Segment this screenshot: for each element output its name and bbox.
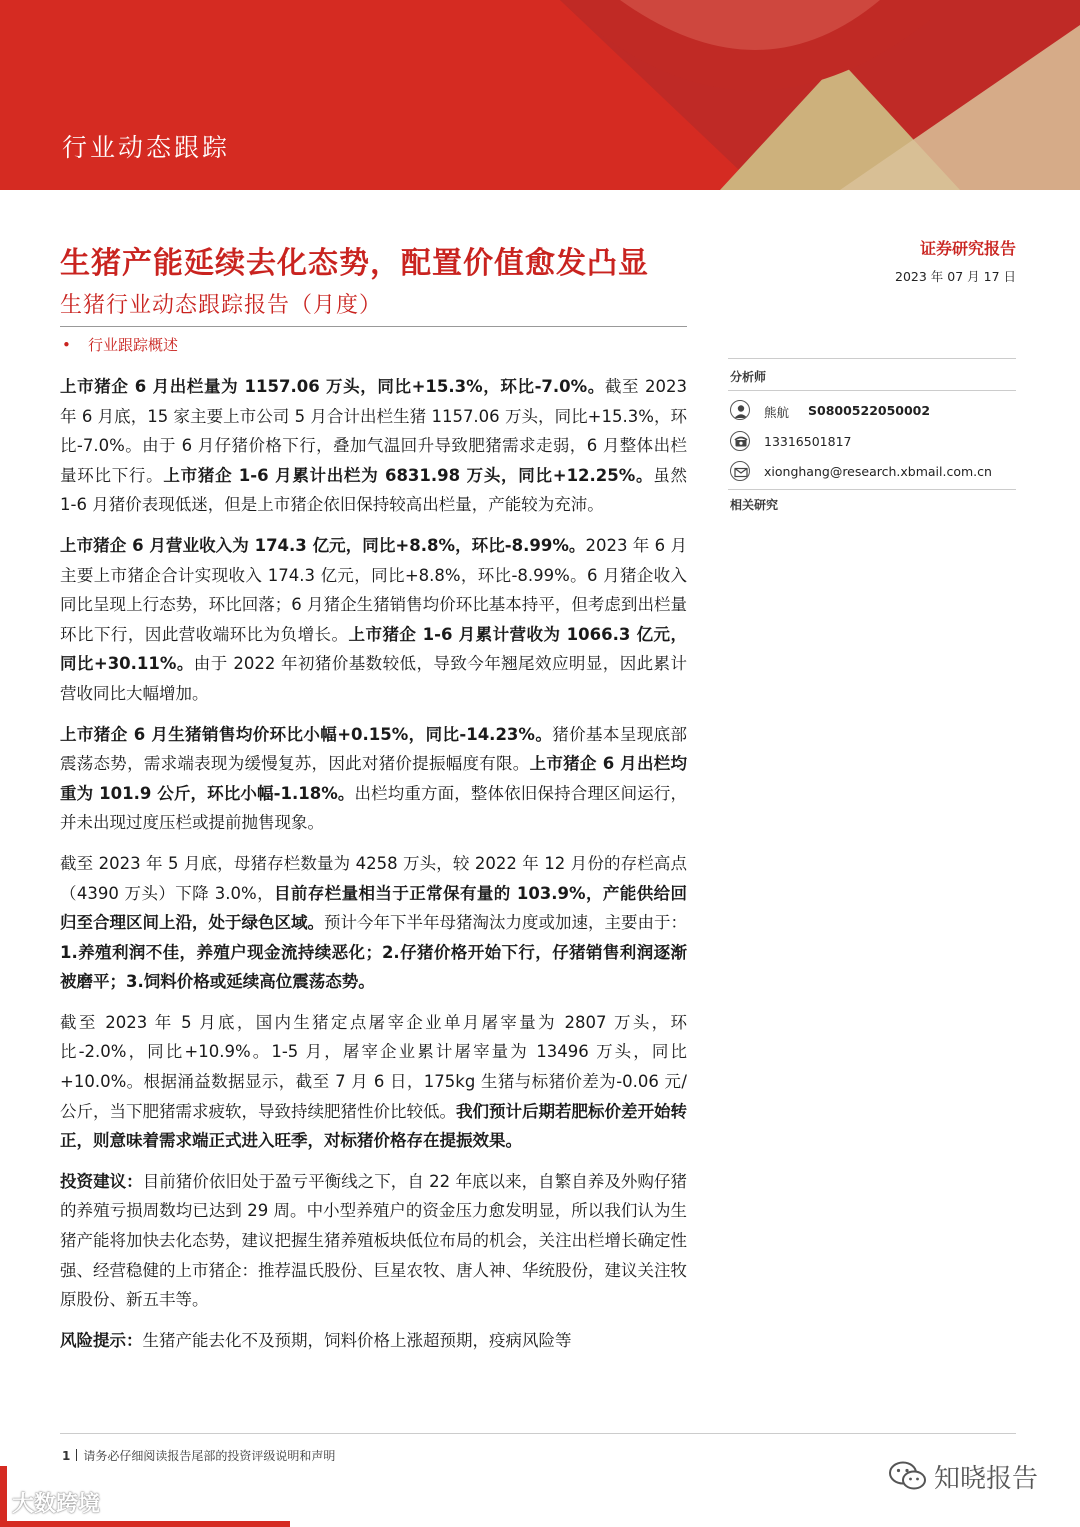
- footer-divider: [60, 1433, 1016, 1434]
- text-run: 生猪产能去化不及预期，饲料价格上涨超预期，疫病风险等: [142, 1330, 572, 1350]
- text-run: 截至 2023 年 6 月底，15 家主要上市公司 5 月合计出栏生猪 1157.06 万头，同比+15.3%，环比-7.0%。由于 6 月仔猪价格下行，叠加气温回升导致肥猪需求走弱，6 月整体出栏量环比下行。: [60, 377, 687, 485]
- text-run: 截至 2023 年 5 月底，母猪存栏数量为 4258 万头，较 2022 年 12 月份的存栏高点（4390 万头）下降 3.0%，: [60, 853, 687, 903]
- phone-icon: [730, 431, 750, 451]
- analyst-email[interactable]: xionghang@research.xbmail.com.cn: [764, 464, 992, 479]
- text-run: 截至 2023 年 5 月底，国内生猪定点屠宰企业单月屠宰量为 2807 万头，环比-2.0%，同比+10.9%。1-5 月，屠宰企业累计屠宰量为 13496 万头，同比+10.0%。根据涌益数据显示，截至 7 月 6 日，175kg 生猪与标猪价差为-0.06 元/公斤，当下肥猪需求疲软，导致持续肥猪性价比较低。: [60, 1012, 687, 1121]
- text-run: 虽然 1-6 月猪价表现低迷，但是上市猪企依旧保持较高出栏量，产能较为充沛。: [60, 465, 688, 515]
- footer-separator: [76, 1449, 77, 1461]
- header-banner: [0, 0, 1080, 190]
- title-divider: [60, 326, 687, 327]
- text-run: 上市猪企 6 月营业收入为 174.3 亿元，同比+8.8%，环比-8.99%。: [60, 535, 586, 555]
- related-research-heading: 相关研究: [730, 498, 779, 512]
- text-run: 上市猪企 1-6 月累计出栏为 6831.98 万头，同比+12.25%。: [163, 465, 654, 485]
- mail-icon: [730, 461, 750, 481]
- text-run: 由于 2022 年初猪价基数较低，导致今年翘尾效应明显，因此累计营收同比大幅增加。: [60, 654, 687, 703]
- sidebar-divider: [728, 489, 1016, 490]
- corner-accent: [0, 1466, 7, 1527]
- text-run: 上市猪企 6 月出栏量为 1157.06 万头，同比+15.3%，环比-7.0%。: [60, 377, 605, 396]
- analyst-name-row: [730, 400, 1016, 422]
- person-icon: [730, 400, 750, 420]
- text-run: 猪价基本呈现底部震荡态势，需求端表现为缓慢复苏，因此对猪价提振幅度有限。: [60, 724, 688, 774]
- analyst-certificate: S0800522050002: [808, 403, 931, 418]
- analyst-phone: 13316501817: [764, 434, 852, 449]
- text-run: 上市猪企 6 月出栏均重为 101.9 公斤，环比小幅-1.18%。: [60, 754, 687, 803]
- section-heading: [62, 334, 178, 355]
- watermark-left: 大数跨境: [12, 1492, 101, 1517]
- bullet-icon: •: [62, 336, 71, 354]
- paragraph: [60, 1326, 687, 1356]
- wechat-icon: [888, 1459, 928, 1493]
- page-footer: [62, 1447, 335, 1464]
- text-run: 目前存栏量相当于正常保有量的 103.9%，产能供给回归至合理区间上沿，处于绿色区域。: [60, 883, 688, 933]
- text-run: 1.养殖利润不佳，养殖户现金流持续恶化；2.仔猪价格开始下行，仔猪销售利润逐渐被磨平；3.饲料价格或延续高位震荡态势。: [60, 942, 687, 992]
- text-run: 我们预计后期若肥标价差开始转正，则意味着需求端正式进入旺季，对标猪价格存在提振效果。: [60, 1101, 687, 1151]
- paragraph: [60, 1008, 687, 1156]
- text-run: 预计今年下半年母猪淘汰力度或加速，主要由于：: [324, 913, 687, 933]
- text-run: 2023 年 6 月主要上市猪企合计实现收入 174.3 亿元，同比+8.8%，环比-8.99%。6 月猪企收入同比呈现上行态势，环比回落；6 月猪企生猪销售均价环比基本持平，但考虑到出栏量环比下行，因此营收端环比为负增长。: [60, 535, 687, 644]
- paragraph: [60, 849, 687, 997]
- paragraph: [60, 372, 687, 520]
- sidebar-divider: [728, 390, 1016, 391]
- watermark-right-label: 知晓报告: [934, 1464, 1039, 1494]
- paragraph: [60, 720, 687, 838]
- analyst-heading: 分析师: [730, 370, 767, 384]
- text-run: 投资建议：: [60, 1171, 143, 1191]
- report-category-label: 行业动态跟踪: [62, 133, 231, 162]
- report-subtitle: 生猪行业动态跟踪报告（月度）: [60, 293, 383, 318]
- report-title: 生猪产能延续去化态势，配置价值愈发凸显: [60, 246, 649, 281]
- footer-disclaimer: 请务必仔细阅读报告尾部的投资评级说明和声明: [83, 1449, 336, 1463]
- section-heading-label: 行业跟踪概述: [88, 336, 179, 354]
- paragraph: [60, 1167, 687, 1315]
- document-type: 证券研究报告: [919, 239, 1016, 258]
- report-date: 2023 年 07 月 17 日: [895, 269, 1016, 284]
- analyst-email-row: [730, 461, 1016, 483]
- paragraph: [60, 531, 687, 709]
- text-run: 目前猪价依旧处于盈亏平衡线之下，自 22 年底以来，自繁自养及外购仔猪的养殖亏损周数均已达到 29 周。中小型养殖户的资金压力愈发明显，所以我们认为生猪产能将加快去化态势，建议把握生猪养殖板块低位布局的机会，关注出栏增长确定性强、经营稳健的上市猪企：推荐温氏股份、巨星农牧、唐人神、华统股份，建议关注牧原股份、新五丰等。: [60, 1171, 687, 1310]
- body-content: [60, 372, 687, 1366]
- corner-accent: [0, 1521, 290, 1527]
- text-run: 上市猪企 6 月生猪销售均价环比小幅+0.15%，同比-14.23%。: [60, 724, 553, 744]
- text-run: 出栏均重方面，整体依旧保持合理区间运行，并未出现过度压栏或提前抛售现象。: [60, 783, 687, 833]
- text-run: 风险提示：: [60, 1330, 143, 1350]
- page-number: 1: [62, 1449, 71, 1463]
- text-run: 上市猪企 1-6 月累计营收为 1066.3 亿元，同比+30.11%。: [60, 624, 688, 674]
- sidebar-divider: [728, 358, 1016, 359]
- analyst-phone-row: [730, 431, 1016, 453]
- analyst-name: 熊航: [764, 405, 790, 420]
